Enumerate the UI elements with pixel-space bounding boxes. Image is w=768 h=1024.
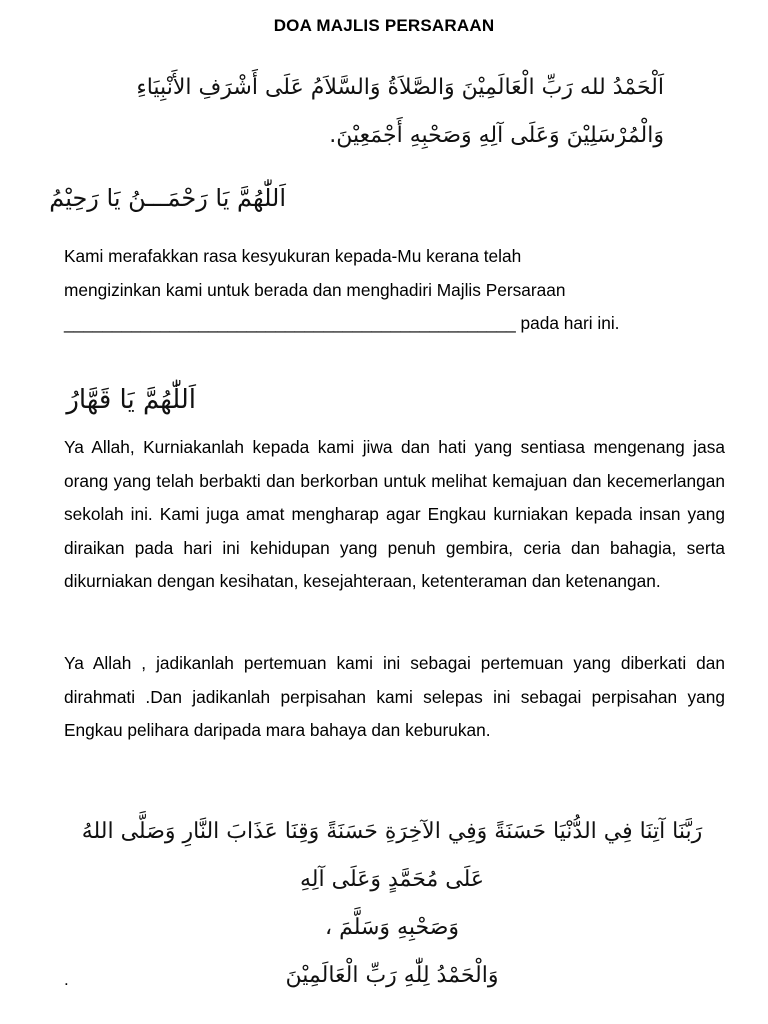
trailing-dot: . bbox=[64, 970, 69, 989]
arabic-closing-line-1: رَبَّنَا آتِنَا فِي الدُّنْيَا حَسَنَةً وَفِي الآخِرَةِ حَسَنَةً وَقِنَا عَذَابَ النَّارِ وَصَلَّى اللهُ عَلَى مُحَمَّدٍ وَعَلَى آلِهِ bbox=[81, 819, 703, 892]
arabic-closing-prayer bbox=[60, 808, 724, 1000]
paragraph-gratitude bbox=[64, 240, 725, 341]
arabic-opening-line-2: وَالْمُرْسَلِيْنَ وَعَلَى آلِهِ وَصَحْبِهِ أَجْمَعِيْنَ. bbox=[329, 123, 664, 148]
paragraph-gratitude-line-3 bbox=[64, 307, 725, 341]
arabic-closing-line-2: وَصَحْبِهِ وَسَلَّمَ ، bbox=[324, 915, 459, 940]
arabic-closing-line-3: وَالْحَمْدُ لِلّٰهِ رَبِّ الْعَالَمِيْنَ bbox=[285, 963, 499, 988]
paragraph-gratitude-line-2: mengizinkan kami untuk berada dan menghadiri Majlis Persaraan bbox=[64, 279, 566, 300]
arabic-invocation-rahman: اَللّٰهُمَّ يَا رَحْمَـــنُ يَا رَحِيْمُ bbox=[49, 184, 286, 212]
arabic-invocation-qahhar: اَللّٰهُمَّ يَا قَهَّارُ bbox=[66, 385, 196, 415]
arabic-opening-line-1: اَلْحَمْدُ لله رَبِّ الْعَالَمِيْنَ وَالصَّلاَةُ وَالسَّلاَمُ عَلَى أَشْرَفِ الأَنْبِيَاءِ bbox=[136, 75, 664, 100]
paragraph-gratitude-line-1: Kami merafakkan rasa kesyukuran kepada-Mu kerana telah bbox=[64, 246, 522, 266]
paragraph-prayer-gathering: Ya Allah , jadikanlah pertemuan kami ini sebagai pertemuan yang diberkati dan dirahmati .Dan jadikanlah perpisahan kami selepas ini sebagai perpisahan yang Engkau pelihara daripada mara bahaya dan keburukan. bbox=[64, 653, 725, 740]
paragraph-prayer-retiree: Ya Allah, Kurniakanlah kepada kami jiwa dan hati yang sentiasa mengenang jasa orang yang telah berbakti dan berkorban untuk melihat kemajuan dan kecemerlangan sekolah ini. Kami juga amat mengharap agar Engkau kurniakan kepada insan yang diraikan pada hari ini kehidupan yang penuh gembira, ceria dan bahagia, serta dikurniakan dengan kesihatan, kesejahteraan, ketenteraman dan ketenangan. bbox=[64, 437, 725, 591]
name-blank-line: _______________________________________________ bbox=[64, 313, 516, 333]
arabic-opening-prayer bbox=[64, 64, 664, 160]
page-title: DOA MAJLIS PERSARAAN bbox=[273, 16, 495, 35]
paragraph-gratitude-line-3-end: pada hari ini. bbox=[520, 313, 620, 333]
